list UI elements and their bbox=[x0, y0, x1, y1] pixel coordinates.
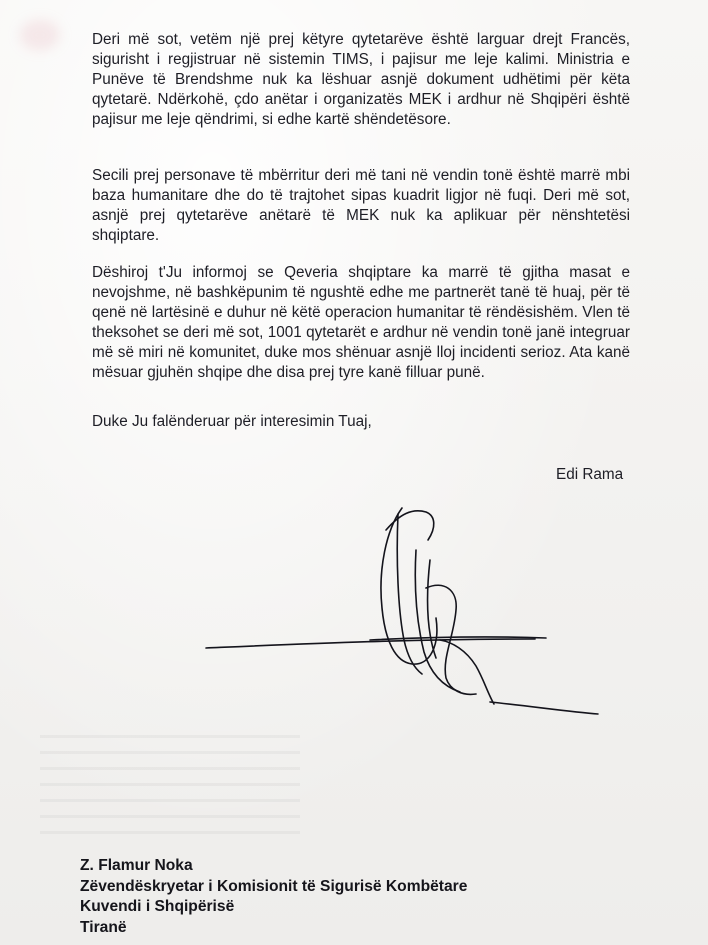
handwritten-signature-icon bbox=[190, 490, 630, 740]
recipient-institution: Kuvendi i Shqipërisë bbox=[80, 898, 235, 915]
letter-paragraph-1: Deri më sot, vetëm një prej këtyre qytetarëve është larguar drejt Francës, sigurisht i regjistruar në sistemin TIMS, i pajisur me leje kalimi. Ministria e Punëve të Brendshme nuk ka lëshuar asnjë dokument udhëtimi për këta qytetarë. Ndërkohë, çdo anëtar i organizatës MEK i ardhur në Shqipëri është pajisur me leje qëndrimi, si edhe kartë shëndetësore. bbox=[92, 31, 630, 128]
letter-paragraph-2: Secili prej personave të mbërritur deri më tani në vendin tonë është marrë mbi baza humanitare dhe do të trajtohet sipas kuadrit ligjor në fuqi. Deri më sot, asnjë prej qytetarëve anëtarë të MEK nuk ka aplikuar për nënshtetësi shqiptare. bbox=[92, 167, 630, 244]
letter-closing: Duke Ju falënderuar për interesimin Tuaj, bbox=[92, 413, 372, 430]
stain-mark bbox=[20, 20, 60, 50]
signer-name: Edi Rama bbox=[556, 466, 624, 483]
recipient-title: Zëvendëskryetar i Komisionit të Sigurisë Kombëtare bbox=[80, 877, 468, 895]
recipient-block bbox=[80, 856, 467, 938]
recipient-city: Tiranë bbox=[80, 918, 127, 936]
faint-show-through-text bbox=[40, 735, 300, 845]
letter-paragraph-3: Dëshiroj t'Ju informoj se Qeveria shqiptare ka marrë të gjitha masat e nevojshme, në bashkëpunim të ngushtë edhe me partnerët tanë të huaj, për të qenë në lartësinë e duhur në këtë operacion humanitar të rëndësishëm. Vlen të theksohet se deri më sot, 1001 qytetarët e ardhur në vendin tonë janë integruar më së miri në komunitet, duke mos shënuar asnjë lloj incidenti serioz. Ata kanë mësuar gjuhën shqipe dhe disa prej tyre kanë filluar punë. bbox=[92, 264, 630, 381]
recipient-name: Z. Flamur Noka bbox=[80, 857, 193, 874]
